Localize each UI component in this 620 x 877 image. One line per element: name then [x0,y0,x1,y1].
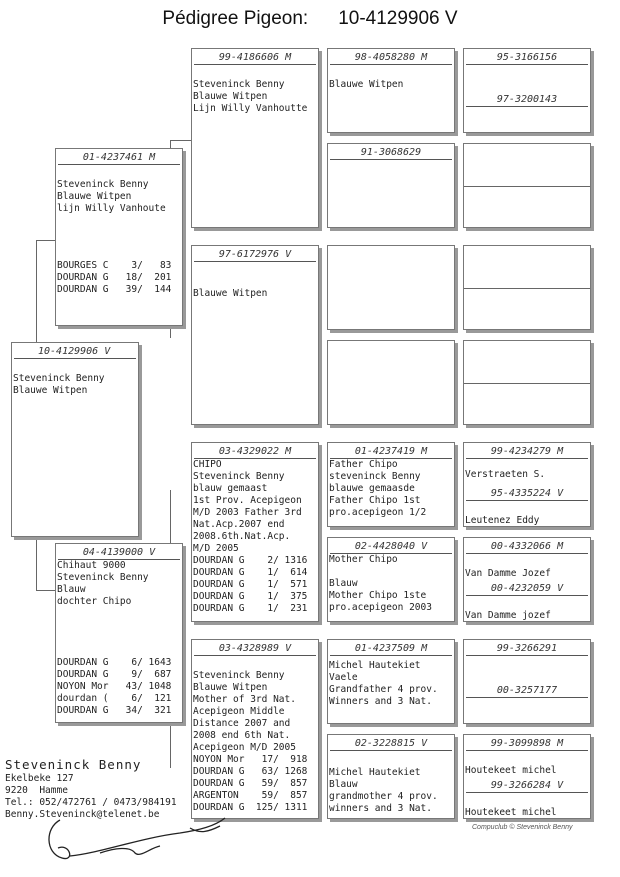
connector-line [170,140,192,141]
breeder-name: Van Damme Jozef [465,568,551,579]
ring-number: 97-6172976 V [218,249,292,260]
sire-card [55,148,183,326]
signature [40,808,240,868]
great-grandparent-card-6 [327,537,455,622]
ring-number: 10-4129906 V [38,346,111,357]
card-description: Michel Hautekiet Vaele Grandfather 4 prov. Winners and 3 Nat. [329,660,438,707]
great-grandparent-card-3 [327,245,455,330]
card-description: Blauwe Witpen [329,79,404,90]
ring-number: 02-4428040 V [354,541,428,552]
card-description: Father Chipo steveninck Benny blauwe gemaasde Father Chipo 1st pro.acepigeon 1/2 [329,459,427,518]
subject-card [11,342,139,537]
ring-number: 04-4139000 V [82,547,156,558]
connector-line [36,240,37,343]
dam-sire-card [191,442,319,622]
ring-number: 99-4234279 M [490,446,564,457]
ring-number: 99-3266284 V [490,780,564,791]
ring-number: 01-4237419 M [354,446,428,457]
owner-address: Ekelbeke 127 9220 Hamme Tel.: 052/472761 / 0473/984191 Benny.Steveninck@telenet.be [5,773,177,820]
great-grandparent-card-1 [327,48,455,133]
breeder-name: Van Damme jozef [465,610,551,621]
great-grandparent-card-7 [327,639,455,724]
owner-name: Steveninck Benny [5,757,142,772]
ring-number: 00-3257177 [496,685,558,696]
ancestor-pair-7 [463,639,591,724]
sire-dam-description: Blauwe Witpen [193,288,268,299]
ancestor-pair-1 [463,48,591,133]
ancestor-pair-5 [463,442,591,527]
ring-number: 01-4237509 M [354,643,428,654]
ring-number: 95-3166156 [496,52,558,63]
dam-dam-results: NOYON Mor 17/ 918 DOURDAN G 63/ 1268 DOURDAN G 59/ 857 ARGENTON 59/ 857 DOURDAN G 125/ 1311 [193,754,308,813]
ancestor-pair-2 [463,143,591,228]
ancestor-pair-8 [463,734,591,819]
connector-line [170,490,171,545]
breeder-name: Leutenez Eddy [465,515,540,526]
great-grandparent-card-5 [327,442,455,527]
subject-description: Steveninck Benny Blauwe Witpen [13,373,105,396]
page-title [0,8,620,30]
ring-number: 98-4058280 M [354,52,428,63]
ring-number: 99-3099898 M [490,738,564,749]
breeder-name: Houtekeet michel [465,765,557,776]
connector-line [36,240,56,241]
great-grandparent-card-8 [327,734,455,819]
sire-dam-card [191,245,319,425]
great-grandparent-card-4 [327,340,455,425]
ring-number: 00-4332066 M [490,541,564,552]
ancestor-pair-3 [463,245,591,330]
card-description: Mother Chipo Blauw Mother Chipo 1ste pro.acepigeon 2003 [329,554,432,613]
dam-dam-card [191,639,319,819]
ring-number: 97-3200143 [496,94,558,105]
dam-dam-description: Steveninck Benny Blauwe Witpen Mother of 3rd Nat. Acepigeon Middle Distance 2007 and 2008 end 6th Nat. Acepigeon M/D 2005 [193,670,296,753]
sire-results: BOURGES C 3/ 83 DOURDAN G 18/ 201 DOURDAN G 39/ 144 [57,260,172,295]
ring-number: 01-4237461 M [82,152,156,163]
sire-sire-card [191,48,319,228]
ring-number: 99-4186606 M [218,52,292,63]
copyright-notice: Compuclub © Steveninck Benny [472,824,573,831]
connector-line [170,326,171,338]
ring-number: 03-4329022 M [218,446,292,457]
ancestor-pair-4 [463,340,591,425]
ring-number: 02-3228815 V [354,738,428,749]
ring-number: 95-4335224 V [490,488,564,499]
dam-card [55,543,183,723]
ring-number: 99-3266291 [496,643,558,654]
great-grandparent-card-2 [327,143,455,228]
title-ring: 10-4129906 V [338,8,458,29]
sire-sire-description: Steveninck Benny Blauwe Witpen Lijn Willy Vanhoutte [193,79,308,114]
dam-results: DOURDAN G 6/ 1643 DOURDAN G 9/ 687 NOYON Mor 43/ 1048 dourdan ( 6/ 121 DOURDAN G 34/ 321 [57,657,172,716]
breeder-name: Houtekeet michel [465,807,557,818]
dam-sire-results: DOURDAN G 2/ 1316 DOURDAN G 1/ 614 DOURDAN G 1/ 571 DOURDAN G 1/ 375 DOURDAN G 1/ 231 [193,555,308,614]
sire-description: Steveninck Benny Blauwe Witpen lijn Willy Vanhoute [57,179,166,214]
dam-sire-description: CHIPO Steveninck Benny blauw gemaast 1st Prov. Acepigeon M/D 2003 Father 3rd Nat.Acp.2007 end 2008.6th.Nat.Acp. M/D 2005 [193,459,302,554]
breeder-name: Verstraeten S. [465,469,546,480]
ring-number: 00-4232059 V [490,583,564,594]
connector-line [36,590,56,591]
ring-number: 03-4328989 V [218,643,292,654]
dam-description: Chihaut 9000 Steveninck Benny Blauw dochter Chipo [57,560,149,607]
ring-number: 91-3068629 [360,147,422,158]
title-label: Pédigree Pigeon: [162,8,309,29]
card-description: Michel Hautekiet Blauw grandmother 4 prov. winners and 3 Nat. [329,767,438,814]
ancestor-pair-6 [463,537,591,622]
